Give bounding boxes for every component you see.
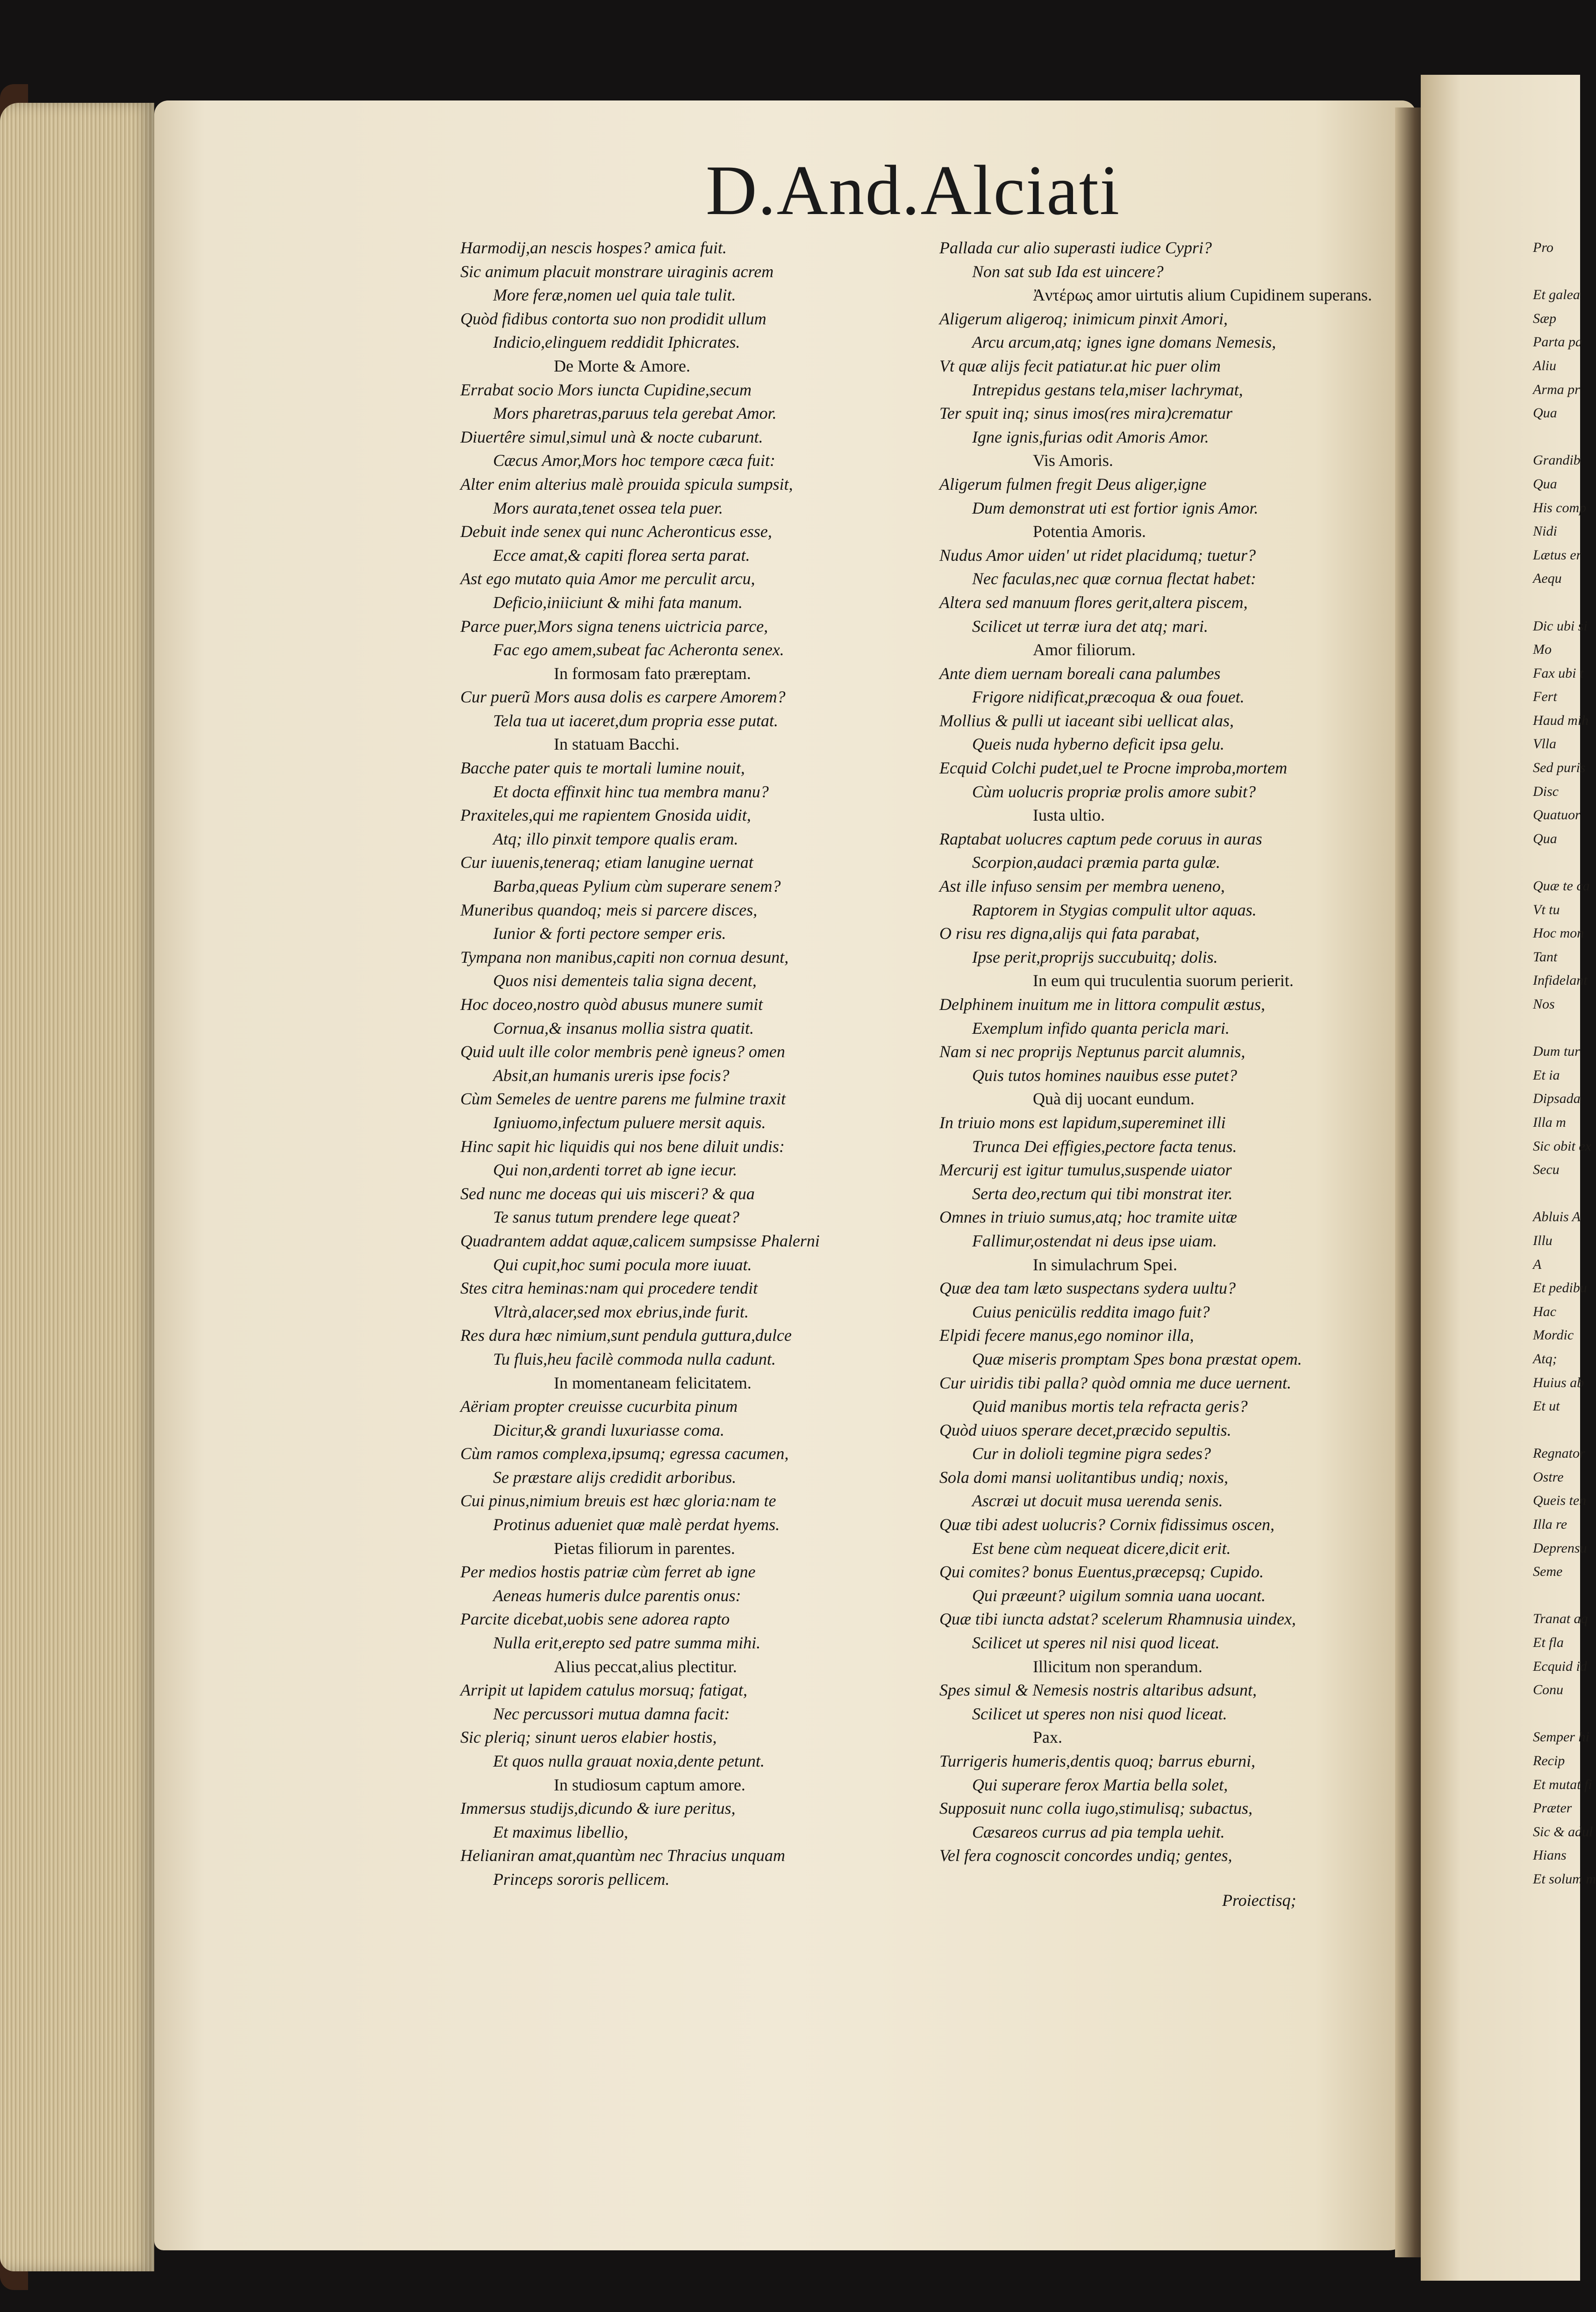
section-title: Iusta ultio. bbox=[1033, 806, 1105, 825]
facing-page-fragment: Queis ten bbox=[1533, 1493, 1587, 1509]
verse-line: Altera sed manuum flores gerit,altera piscem, bbox=[939, 593, 1248, 612]
facing-page-fragment: Nidi bbox=[1533, 523, 1557, 539]
verse-line: Ast ille infuso sensim per membra ueneno, bbox=[939, 877, 1225, 896]
right-text-column bbox=[939, 236, 1372, 1868]
facing-page-fragment bbox=[1533, 851, 1596, 874]
facing-page-fragment: Et pedibu bbox=[1533, 1280, 1587, 1296]
verse-line: Igniuomo,infectum puluere mersit aquis. bbox=[493, 1113, 766, 1132]
verse-line: Aeneas humeris dulce parentis onus: bbox=[493, 1586, 741, 1605]
verse-line: Muneribus quandoq; meis si parcere disces, bbox=[460, 900, 758, 919]
section-title: In momentaneam felicitatem. bbox=[554, 1373, 751, 1392]
verse-line: Mors aurata,tenet ossea tela puer. bbox=[493, 498, 723, 517]
facing-page-fragment: Nos bbox=[1533, 996, 1555, 1012]
verse-line: Quid uult ille color membris penè igneus? omen bbox=[460, 1042, 785, 1061]
verse-line: Mollius & pulli ut iaceant sibi uellicat alas, bbox=[939, 711, 1234, 730]
verse-line: Qui comites? bonus Euentus,præcepsq; Cupido. bbox=[939, 1562, 1264, 1582]
verse-line: Hoc doceo,nostro quòd abusus munere sumit bbox=[460, 995, 763, 1014]
facing-page-fragment: Arma pr bbox=[1533, 381, 1580, 397]
facing-page-fragment: Ostre bbox=[1533, 1469, 1564, 1485]
verse-line: Atq; illo pinxit tempore qualis eram. bbox=[493, 829, 738, 848]
verse-line: Diuertêre simul,simul unà & nocte cubarunt. bbox=[460, 427, 763, 446]
verse-line: Debuit inde senex qui nunc Acheronticus esse, bbox=[460, 522, 772, 541]
verse-line: Vltrà,alacer,sed mox ebrius,inde furit. bbox=[493, 1302, 749, 1321]
verse-line: Ascræi ut docuit musa uerenda senis. bbox=[972, 1491, 1223, 1510]
verse-line: Res dura hæc nimium,sunt pendula guttura,dulce bbox=[460, 1326, 792, 1345]
section-title: Quà dij uocant eundum. bbox=[1033, 1089, 1195, 1109]
section-title: In simulachrum Spei. bbox=[1033, 1255, 1177, 1274]
verse-line: Alter enim alterius malè prouida spicula sumpsit, bbox=[460, 474, 793, 494]
facing-page-fragment: His comp bbox=[1533, 500, 1587, 515]
facing-page-fragment: Illa m bbox=[1533, 1114, 1566, 1130]
verse-line: Quadrantem addat aquæ,calicem sumpsisse Phalerni bbox=[460, 1231, 820, 1250]
verse-line: Quæ tibi adest uolucris? Cornix fidissimus oscen, bbox=[939, 1515, 1275, 1534]
verse-line: Quid manibus mortis tela refracta geris? bbox=[972, 1397, 1248, 1416]
facing-page-fragment: Sed puris bbox=[1533, 760, 1586, 776]
catchword: Proiectisq; bbox=[1222, 1891, 1296, 1910]
verse-line: Non sat sub Ida est uincere? bbox=[972, 262, 1164, 281]
verse-line: Ter spuit inq; sinus imos(res mira)crematur bbox=[939, 404, 1233, 423]
facing-page-fragment: Haud mih bbox=[1533, 712, 1589, 728]
facing-page-fragment: Quæ te ca bbox=[1533, 878, 1590, 894]
verse-line: Aligerum fulmen fregit Deus aliger,igne bbox=[939, 474, 1207, 494]
facing-page-fragment: Hians bbox=[1533, 1847, 1567, 1863]
verse-line: Helianiran amat,quantùm nec Thracius unquam bbox=[460, 1846, 785, 1865]
verse-line: Serta deo,rectum qui tibi monstrat iter. bbox=[972, 1184, 1233, 1203]
verse-line: Barba,queas Pylium cùm superare senem? bbox=[493, 877, 781, 896]
verse-line: Aëriam propter creuisse cucurbita pinum bbox=[460, 1397, 738, 1416]
facing-page-fragment bbox=[1533, 591, 1596, 615]
verse-line: O risu res digna,alijs qui fata parabat, bbox=[939, 924, 1200, 943]
verse-line: Princeps sororis pellicem. bbox=[493, 1869, 670, 1889]
facing-page-fragment: Et solum m bbox=[1533, 1871, 1596, 1887]
verse-line: Cur uiridis tibi palla? quòd omnia me duce uernent. bbox=[939, 1373, 1291, 1392]
facing-page-fragment bbox=[1533, 260, 1596, 284]
facing-page-fragment: Ecquid id bbox=[1533, 1658, 1587, 1674]
facing-page-fragment: Deprensu bbox=[1533, 1540, 1587, 1556]
section-title: In statuam Bacchi. bbox=[554, 735, 680, 754]
facing-page-fragment: Regnator bbox=[1533, 1446, 1585, 1461]
facing-page-fragment: Qua bbox=[1533, 405, 1557, 421]
facing-page-fragment: Qua bbox=[1533, 830, 1557, 846]
verse-line: Vt quæ alijs fecit patiatur.at hic puer olim bbox=[939, 356, 1221, 375]
section-title: De Morte & Amore. bbox=[554, 356, 690, 375]
verse-line: Parce puer,Mors signa tenens uictricia parce, bbox=[460, 616, 768, 636]
verse-line: Indicio,elinguem reddidit Iphicrates. bbox=[493, 333, 740, 352]
facing-page-fragment: Hac bbox=[1533, 1303, 1556, 1319]
facing-page-text bbox=[1533, 236, 1596, 1891]
verse-line: Turrigeris humeris,dentis quoq; barrus eburni, bbox=[939, 1752, 1256, 1770]
verse-line: Tela tua ut iaceret,dum propria esse putat. bbox=[493, 711, 778, 730]
verse-line: Nec percussori mutua damna facit: bbox=[493, 1704, 730, 1723]
facing-page-fragment: Et fla bbox=[1533, 1635, 1564, 1651]
verse-line: Se præstare alijs credidit arboribus. bbox=[493, 1467, 737, 1487]
verse-line: Errabat socio Mors iuncta Cupidine,secum bbox=[460, 380, 751, 399]
facing-page-fragment: Sic & adul bbox=[1533, 1824, 1593, 1840]
facing-page-fragment: Secu bbox=[1533, 1162, 1560, 1178]
verse-line: Supposuit nunc colla iugo,stimulisq; subactus, bbox=[939, 1799, 1252, 1818]
verse-line: Cæcus Amor,Mors hoc tempore cæca fuit: bbox=[493, 451, 775, 470]
facing-page-fragment: Præter bbox=[1533, 1800, 1572, 1816]
facing-page-fragment: Illa re bbox=[1533, 1517, 1567, 1532]
facing-page-fragment: A bbox=[1533, 1256, 1542, 1272]
facing-page-fragment: Mo bbox=[1533, 642, 1552, 658]
verse-line: Deficio,iniiciunt & mihi fata manum. bbox=[493, 593, 743, 612]
facing-page-fragment: Dic ubi si bbox=[1533, 618, 1588, 634]
verse-line: Ast ego mutato quia Amor me perculit arcu, bbox=[460, 569, 755, 588]
section-title: Illicitum non sperandum. bbox=[1033, 1657, 1202, 1676]
facing-page-fragment: Seme bbox=[1533, 1564, 1563, 1580]
facing-page-fragment: Qua bbox=[1533, 476, 1557, 492]
verse-line: Cùm uolucris propriæ prolis amore subit? bbox=[972, 782, 1256, 801]
section-title: In studiosum captum amore. bbox=[554, 1775, 745, 1794]
verse-line: Cùm Semeles de uentre parens me fulmine traxit bbox=[460, 1089, 786, 1109]
facing-page-fragment: Vt tu bbox=[1533, 902, 1560, 917]
verse-line: Quæ miseris promptam Spes bona præstat opem. bbox=[972, 1349, 1302, 1368]
facing-page-fragment: Sic obit ex bbox=[1533, 1138, 1591, 1154]
facing-page-fragment: Disc bbox=[1533, 783, 1559, 799]
verse-line: Immersus studijs,dicundo & iure peritus, bbox=[460, 1799, 736, 1818]
verse-line: Est bene cùm nequeat dicere,dicit erit. bbox=[972, 1539, 1231, 1558]
verse-line: Nec faculas,nec quæ cornua flectat habet: bbox=[972, 569, 1256, 588]
facing-page-fragment: Infidelant bbox=[1533, 973, 1588, 988]
facing-page-fragment bbox=[1533, 425, 1596, 449]
verse-line: Scorpion,audaci præmia parta gulæ. bbox=[972, 853, 1221, 872]
section-title: Potentia Amoris. bbox=[1033, 522, 1146, 541]
verse-line: Protinus adueniet quæ malè perdat hyems. bbox=[493, 1515, 780, 1534]
verse-line: Fallimur,ostendat ni deus ipse uiam. bbox=[972, 1231, 1217, 1250]
verse-line: Elpidi fecere manus,ego nominor illa, bbox=[939, 1326, 1194, 1345]
verse-line: Trunca Dei effigies,pectore facta tenus. bbox=[972, 1137, 1237, 1156]
section-title: Pietas filiorum in parentes. bbox=[554, 1539, 735, 1558]
verse-line: Fac ego amem,subeat fac Acheronta senex. bbox=[493, 640, 784, 659]
verse-line: Quòd uiuos sperare decet,præcido sepultis. bbox=[939, 1420, 1231, 1439]
verse-line: Igne ignis,furias odit Amoris Amor. bbox=[972, 427, 1209, 446]
verse-line: Cui pinus,nimium breuis est hæc gloria:nam te bbox=[460, 1491, 776, 1510]
verse-line: Frigore nidificat,præcoqua & oua fouet. bbox=[972, 687, 1245, 707]
verse-line: Cur puerũ Mors ausa dolis es carpere Amorem? bbox=[460, 687, 786, 707]
verse-line: Delphinem inuitum me in littora compulit æstus, bbox=[939, 995, 1265, 1014]
verse-line: Dicitur,& grandi luxuriasse coma. bbox=[493, 1420, 724, 1439]
facing-page-fragment: Fax ubi t bbox=[1533, 665, 1584, 681]
facing-page-fragment: Quatuor bbox=[1533, 807, 1581, 823]
verse-line: Harmodij,an nescis hospes? amica fuit. bbox=[460, 238, 727, 257]
verse-line: Arcu arcum,atq; ignes igne domans Nemesis, bbox=[972, 333, 1276, 352]
verse-line: Et maximus libellio, bbox=[493, 1822, 628, 1841]
verse-line: Nulla erit,erepto sed patre summa mihi. bbox=[493, 1633, 761, 1653]
page-edges bbox=[0, 103, 154, 2271]
facing-page-fragment: Recip bbox=[1533, 1753, 1565, 1768]
verse-line: Qui præeunt? uigilum somnia uana uocant. bbox=[972, 1586, 1266, 1605]
facing-page-fragment: Vlla bbox=[1533, 736, 1556, 752]
verse-line: Dum demonstrat uti est fortior ignis Amor. bbox=[972, 498, 1259, 517]
facing-page-fragment: Illu bbox=[1533, 1232, 1553, 1248]
facing-page-fragment bbox=[1533, 1418, 1596, 1442]
facing-page-fragment bbox=[1533, 1016, 1596, 1040]
verse-line: Mors pharetras,paruus tela gerebat Amor. bbox=[493, 404, 777, 423]
section-title: Pax. bbox=[1033, 1728, 1062, 1747]
verse-line: Parcite dicebat,uobis sene adorea rapto bbox=[460, 1610, 730, 1629]
verse-line: Bacche pater quis te mortali lumine nouit, bbox=[460, 759, 745, 778]
facing-page-fragment: Hoc mon bbox=[1533, 925, 1584, 941]
facing-page-fragment: Pro bbox=[1533, 240, 1553, 255]
facing-page-fragment: Sæp bbox=[1533, 310, 1557, 326]
verse-line: Qui superare ferox Martia bella solet, bbox=[972, 1775, 1228, 1794]
facing-page-fragment: Et mutat fi bbox=[1533, 1776, 1592, 1792]
section-title: Amor filiorum. bbox=[1033, 640, 1136, 659]
page-header: D.And.Alciati bbox=[706, 151, 1121, 229]
verse-line: Et quos nulla grauat noxia,dente petunt. bbox=[493, 1752, 765, 1770]
verse-line: Scilicet ut terræ iura det atq; mari. bbox=[972, 616, 1208, 636]
verse-line: Ipse perit,proprijs succubuitq; dolis. bbox=[972, 947, 1218, 966]
verse-line: Vel fera cognoscit concordes undiq; gentes, bbox=[939, 1846, 1232, 1865]
verse-line: More feræ,nomen uel quia tale tulit. bbox=[493, 286, 736, 305]
facing-page-fragment: Dipsada bbox=[1533, 1091, 1581, 1107]
verse-line: Ecquid Colchi pudet,uel te Procne improba,mortem bbox=[939, 759, 1288, 778]
verse-line: Nudus Amor uiden' ut ridet placidumq; tuetur? bbox=[939, 545, 1256, 565]
verse-line: Cuius penicülis reddita imago fuit? bbox=[972, 1302, 1210, 1321]
verse-line: Exemplum infido quanta pericla mari. bbox=[972, 1018, 1230, 1038]
verse-line: Intrepidus gestans tela,miser lachrymat, bbox=[972, 380, 1243, 399]
verse-line: Ecce amat,& capiti florea serta parat. bbox=[493, 545, 750, 565]
verse-line: Quos nisi dementeis talia signa decent, bbox=[493, 971, 757, 990]
verse-line: Sed nunc me doceas qui uis misceri? & qua bbox=[460, 1184, 755, 1203]
verse-line: Cur iuuenis,teneraq; etiam lanugine uernat bbox=[460, 853, 753, 872]
verse-line: Praxiteles,qui me rapientem Gnosida uidit, bbox=[460, 806, 751, 825]
verse-line: Absit,an humanis ureris ipse focis? bbox=[493, 1066, 730, 1085]
verse-line: Ante diem uernam boreali cana palumbes bbox=[939, 664, 1221, 683]
verse-line: Queis nuda hyberno deficit ipsa gelu. bbox=[972, 735, 1224, 754]
left-text-column bbox=[460, 236, 867, 1891]
facing-page-fragment: Semper hi bbox=[1533, 1729, 1589, 1745]
verse-line: Quæ tibi iuncta adstat? scelerum Rhamnusia uindex, bbox=[939, 1610, 1296, 1629]
verse-line: Iunior & forti pectore semper eris. bbox=[493, 924, 726, 943]
section-title: Vis Amoris. bbox=[1033, 451, 1113, 470]
verse-line: Spes simul & Nemesis nostris altaribus adsunt, bbox=[939, 1681, 1257, 1700]
facing-page-fragment: Parta pa bbox=[1533, 334, 1582, 350]
verse-line: Scilicet ut speres nil nisi quod liceat. bbox=[972, 1633, 1220, 1653]
facing-page-fragment: Aliu bbox=[1533, 358, 1556, 373]
verse-line: Cùm ramos complexa,ipsumq; egressa cacumen, bbox=[460, 1444, 789, 1463]
verse-line: In triuio mons est lapidum,supereminet illi bbox=[939, 1113, 1226, 1132]
facing-page-fragment: Atq; bbox=[1533, 1351, 1557, 1367]
verse-line: Qui non,ardenti torret ab igne iecur. bbox=[493, 1160, 737, 1180]
facing-page-fragment: Mordic bbox=[1533, 1327, 1574, 1343]
verse-line: Scilicet ut speres non nisi quod liceat. bbox=[972, 1704, 1227, 1723]
verse-line: Qui cupit,hoc sumi pocula more iuuat. bbox=[493, 1255, 752, 1274]
section-title: In eum qui truculentia suorum perierit. bbox=[1033, 971, 1294, 990]
facing-page-fragment bbox=[1533, 1584, 1596, 1608]
facing-page-fragment: Dum tur bbox=[1533, 1044, 1580, 1059]
verse-line: Cornua,& insanus mollia sistra quatit. bbox=[493, 1018, 754, 1038]
verse-line: Tu fluis,heu facilè commoda nulla cadunt. bbox=[493, 1349, 776, 1368]
facing-page-fragment bbox=[1533, 1702, 1596, 1726]
verse-line: Raptorem in Stygias compulit ultor aquas. bbox=[972, 900, 1257, 919]
verse-line: Per medios hostis patriæ cùm ferret ab igne bbox=[460, 1562, 756, 1582]
verse-line: Quis tutos homines nauibus esse putet? bbox=[972, 1066, 1237, 1085]
facing-page-fragment: Huius ab bbox=[1533, 1374, 1584, 1390]
facing-page-fragment: Et ia bbox=[1533, 1067, 1560, 1083]
verse-line: Omnes in triuio sumus,atq; hoc tramite uitæ bbox=[939, 1208, 1237, 1227]
facing-page-fragment: Grandib bbox=[1533, 452, 1581, 468]
section-title: In formosam fato præreptam. bbox=[554, 664, 751, 683]
verse-line: Sic animum placuit monstrare uiraginis acrem bbox=[460, 262, 774, 281]
verse-line: Aligerum aligeroq; inimicum pinxit Amori, bbox=[939, 309, 1228, 328]
facing-page-fragment: Abluis A bbox=[1533, 1209, 1581, 1225]
verse-line: Quòd fidibus contorta suo non prodidit ullum bbox=[460, 309, 766, 328]
facing-page-fragment: Et galea bbox=[1533, 287, 1580, 303]
verse-line: Nam si nec proprijs Neptunus parcit alumnis, bbox=[939, 1042, 1245, 1061]
verse-line: Te sanus tutum prendere lege queat? bbox=[493, 1208, 739, 1227]
verse-line: Hinc sapit hic liquidis qui nos bene diluit undis: bbox=[460, 1137, 785, 1156]
facing-page-fragment: Conu bbox=[1533, 1682, 1564, 1698]
verse-line: Tympana non manibus,capiti non cornua desunt, bbox=[460, 947, 789, 966]
verse-line: Stes citra heminas:nam qui procedere tendit bbox=[460, 1279, 758, 1298]
verse-line: Pallada cur alio superasti iudice Cypri? bbox=[939, 238, 1212, 257]
facing-page-fragment: Lætus er bbox=[1533, 547, 1582, 563]
section-title: Alius peccat,alius plectitur. bbox=[554, 1657, 737, 1676]
facing-page-fragment: Tranat aq bbox=[1533, 1611, 1588, 1627]
verse-line: Et docta effinxit hinc tua membra manu? bbox=[493, 782, 769, 801]
facing-page-fragment: Fert bbox=[1533, 689, 1557, 705]
verse-line: Sic pleriq; sinunt ueros elabier hostis, bbox=[460, 1728, 717, 1747]
verse-line: Raptabat uolucres captum pede coruus in auras bbox=[939, 829, 1262, 848]
facing-page-fragment: Tant bbox=[1533, 949, 1558, 965]
facing-page-fragment bbox=[1533, 1182, 1596, 1206]
verse-line: Quæ dea tam læto suspectans sydera uultu? bbox=[939, 1279, 1236, 1298]
verse-line: Mercurij est igitur tumulus,suspende uiator bbox=[939, 1160, 1232, 1180]
verse-line: Cæsareos currus ad pia templa uehit. bbox=[972, 1822, 1225, 1841]
section-title: Ἀντέρως amor uirtutis alium Cupidinem superans. bbox=[1033, 286, 1372, 305]
verse-line: Sola domi mansi uolitantibus undiq; noxis, bbox=[939, 1467, 1229, 1487]
facing-page-fragment: Aequ bbox=[1533, 571, 1562, 587]
verse-line: Cur in dolioli tegmine pigra sedes? bbox=[972, 1444, 1211, 1463]
facing-page-fragment: Et ut bbox=[1533, 1398, 1560, 1414]
verse-line: Arripit ut lapidem catulus morsuq; fatigat, bbox=[460, 1681, 748, 1700]
